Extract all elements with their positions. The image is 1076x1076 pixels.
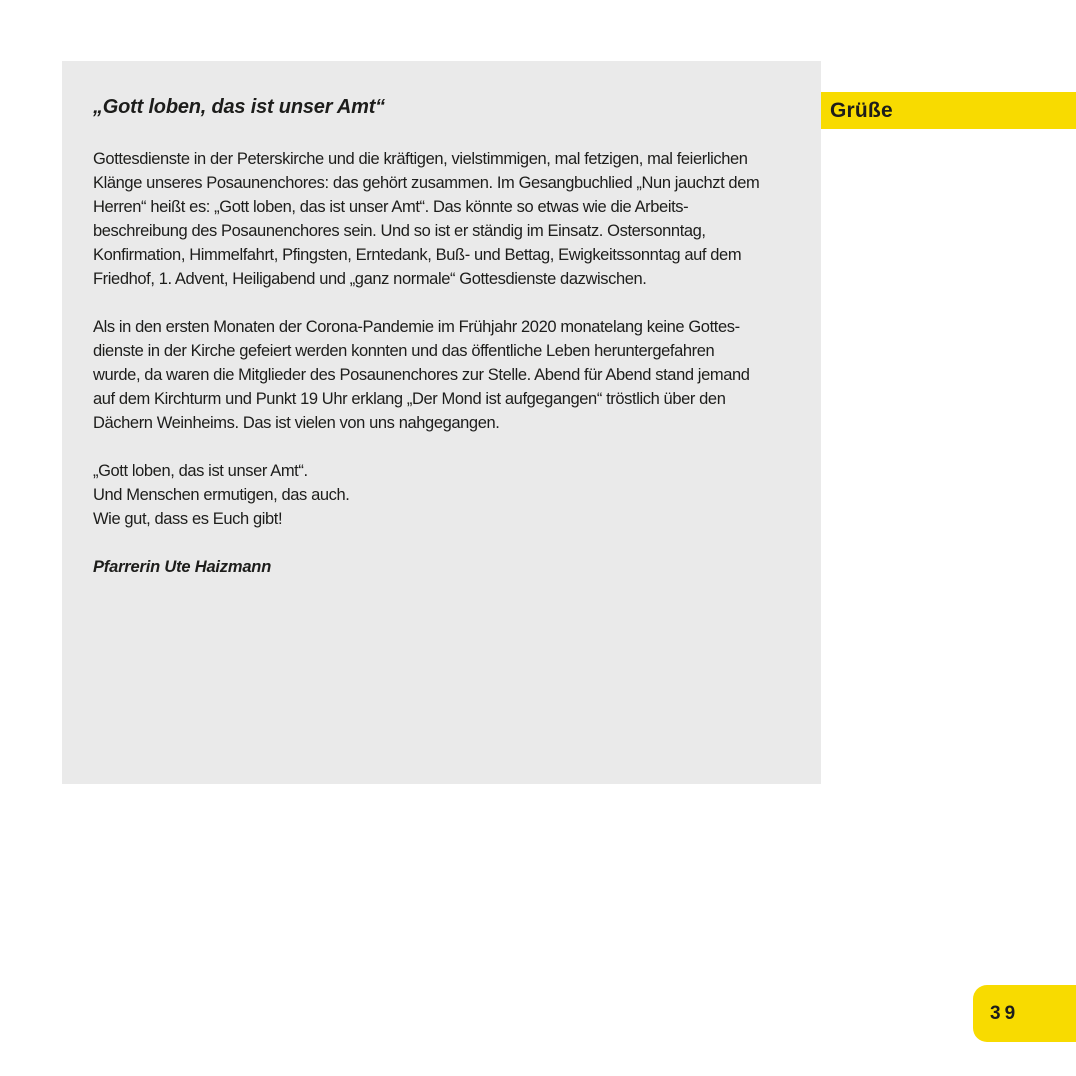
text-line: „Gott loben, das ist unser Amt“.	[93, 462, 308, 480]
article-paragraph	[93, 459, 795, 531]
article-paragraph	[93, 147, 795, 291]
text-line: Gottesdienste in der Peterskirche und die kräftigen, vielstimmigen, mal fetzigen, mal feierlichen	[93, 150, 748, 168]
article-paragraph	[93, 315, 795, 435]
article-panel	[62, 61, 821, 784]
text-line: Als in den ersten Monaten der Corona-Pandemie im Frühjahr 2020 monatelang keine Gottes-	[93, 318, 740, 336]
page-number: 39	[990, 1002, 1020, 1024]
article-signature: Pfarrerin Ute Haizmann	[93, 558, 272, 576]
text-line: Konfirmation, Himmelfahrt, Pfingsten, Erntedank, Buß- und Bettag, Ewigkeitssonntag auf dem	[93, 246, 742, 264]
text-line: Dächern Weinheims. Das ist vielen von uns nahgegangen.	[93, 414, 500, 432]
article-title: „Gott loben, das ist unser Amt“	[93, 96, 385, 118]
text-line: wurde, da waren die Mitglieder des Posaunenchores zur Stelle. Abend für Abend stand jemand	[93, 366, 750, 384]
text-line: Klänge unseres Posaunenchores: das gehört zusammen. Im Gesangbuchlied „Nun jauchzt dem	[93, 174, 760, 192]
section-header-label: Grüße	[830, 98, 893, 122]
text-line: Und Menschen ermutigen, das auch.	[93, 486, 350, 504]
section-header-bar	[821, 92, 1076, 129]
text-line: Friedhof, 1. Advent, Heiligabend und „ganz normale“ Gottesdienste dazwischen.	[93, 270, 647, 288]
page-number-badge	[973, 985, 1076, 1042]
text-line: Herren“ heißt es: „Gott loben, das ist unser Amt“. Das könnte so etwas wie die Arbeits-	[93, 198, 689, 216]
text-line: beschreibung des Posaunenchores sein. Und so ist er ständig im Einsatz. Ostersonntag,	[93, 222, 706, 240]
text-line: Wie gut, dass es Euch gibt!	[93, 510, 283, 528]
text-line: dienste in der Kirche gefeiert werden konnten und das öffentliche Leben heruntergefahren	[93, 342, 715, 360]
text-line: auf dem Kirchturm und Punkt 19 Uhr erklang „Der Mond ist aufgegangen“ tröstlich über den	[93, 390, 726, 408]
